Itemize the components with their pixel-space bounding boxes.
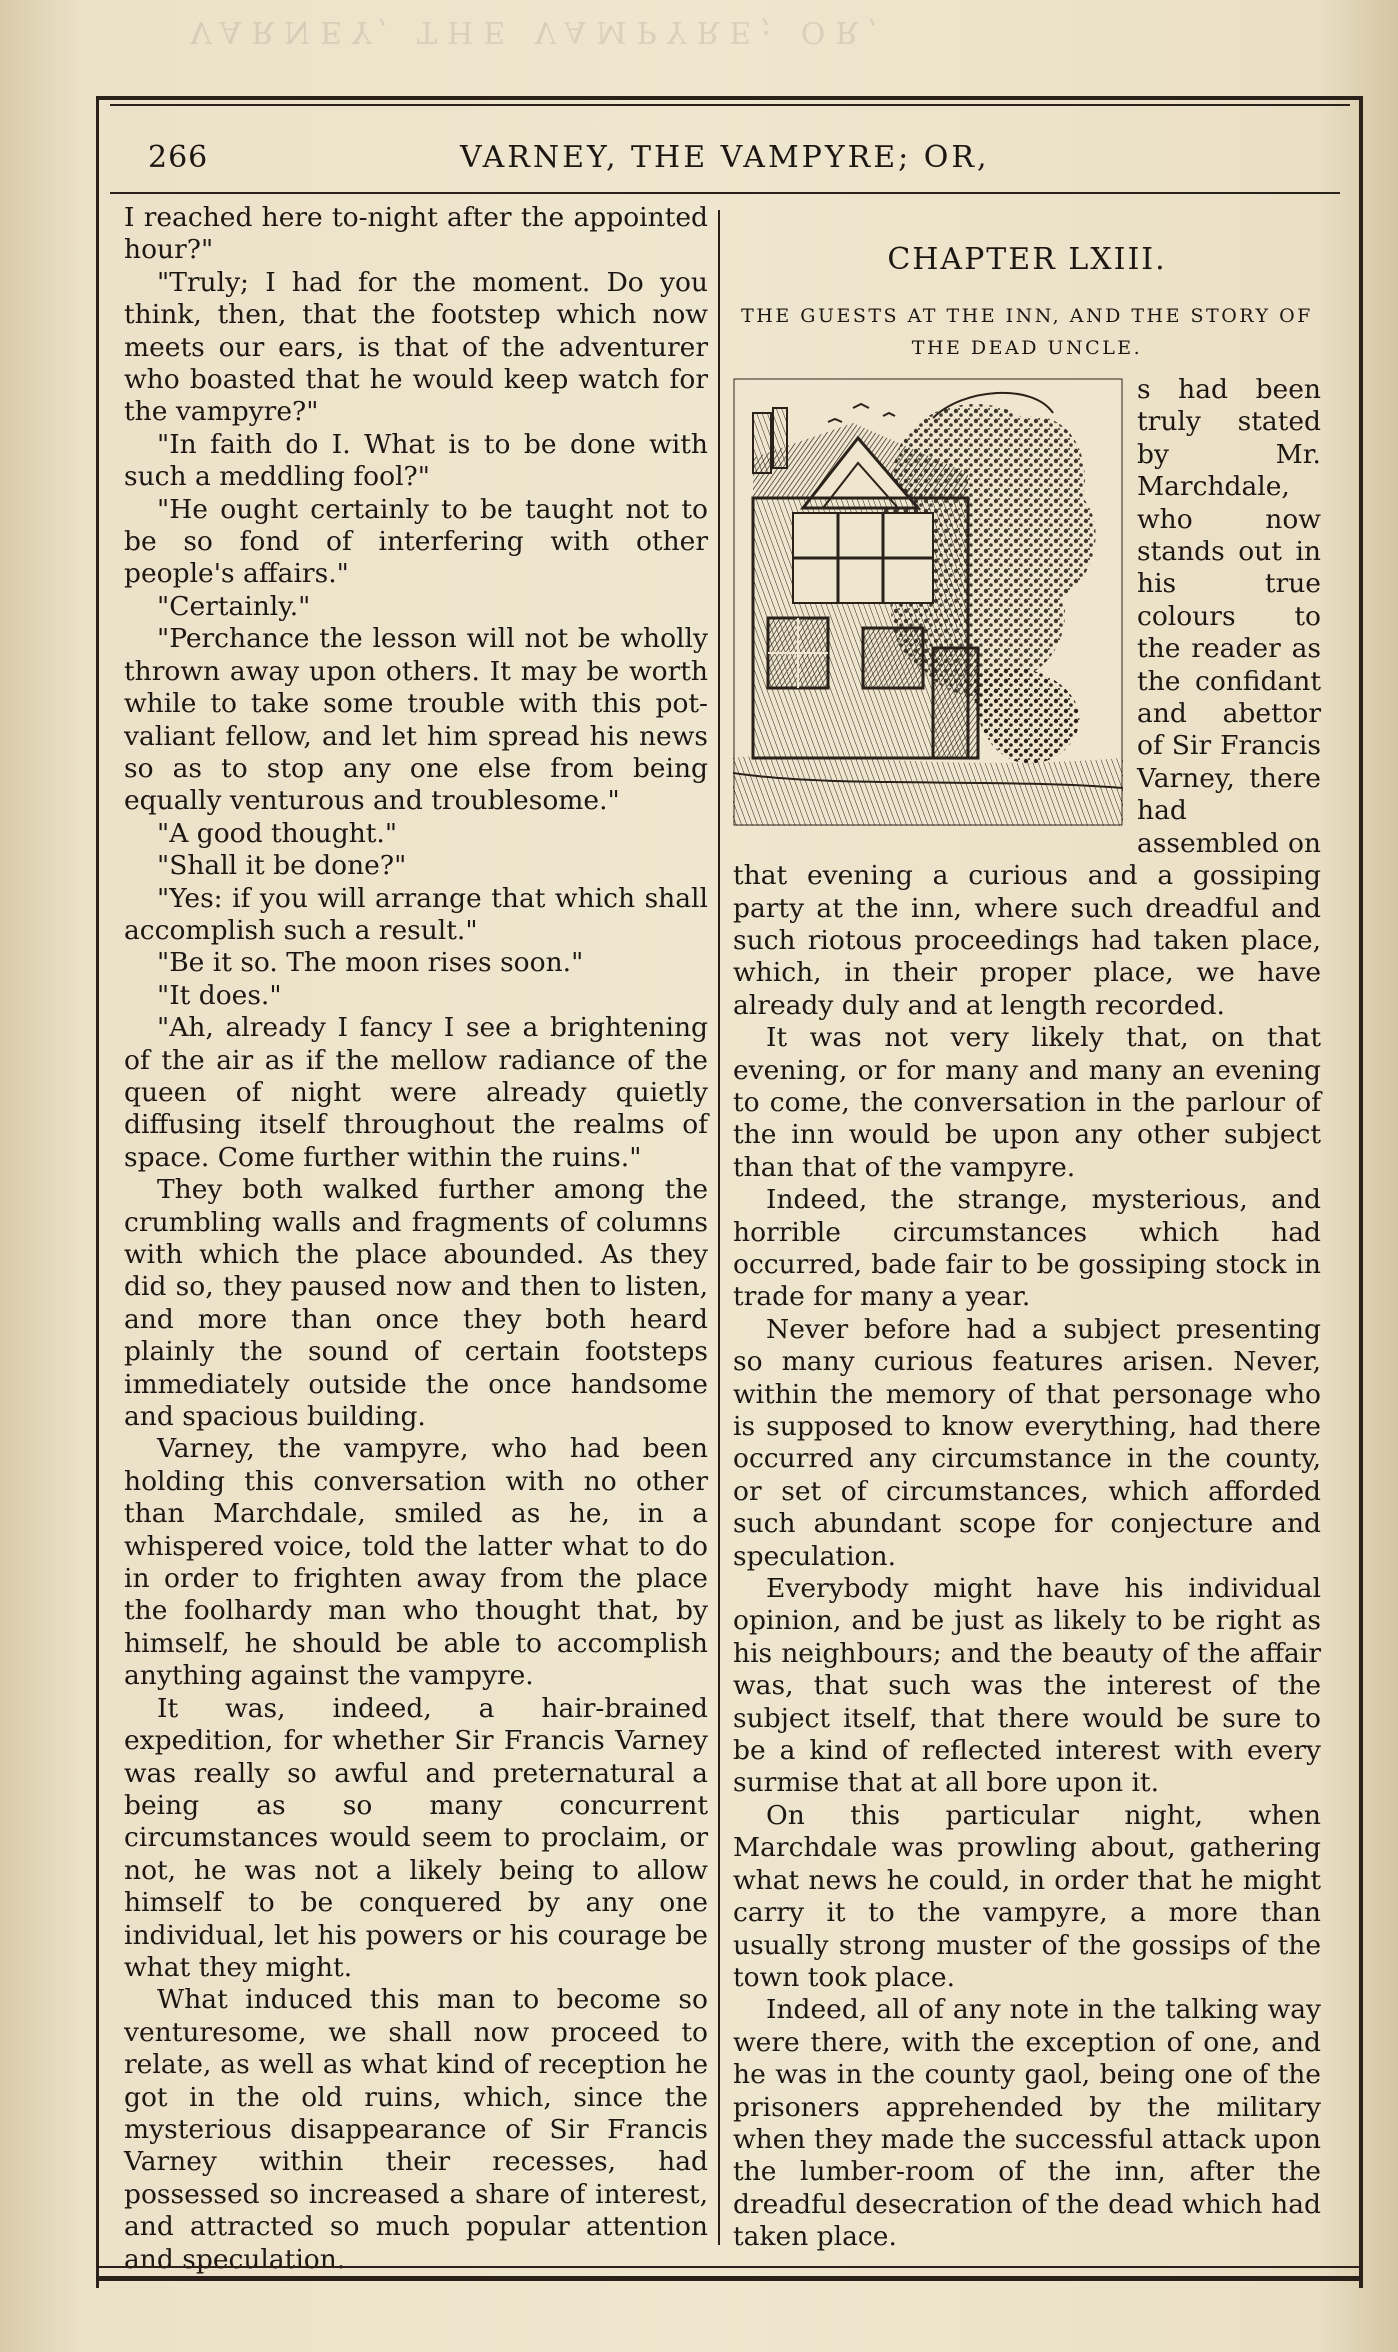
page-number: 266 bbox=[148, 140, 209, 175]
bottom-rule bbox=[96, 2276, 1360, 2281]
paragraph: "Truly; I had for the moment. Do you think, then, that the footstep which now meets our ears, is that of the adventurer who boasted that he would keep watch for the vampyre?" bbox=[124, 266, 708, 428]
paragraph: Everybody might have his individual opinion, and be just as likely to be right as his neighbours; and the beauty of the affair was, that such was the interest of the subject itself, that there would be sure to be a kind of reflected interest with every surmise that at all bore upon it. bbox=[733, 1573, 1321, 1799]
paragraph: "Ah, already I fancy I see a brightening of the air as if the mellow radiance of the queen of night were already quietly diffusing itself throughout the realms of space. Come further within the ruins." bbox=[124, 1012, 708, 1173]
paragraph: "Perchance the lesson will not be wholly thrown away upon others. It may be worth while to take some trouble with this pot-valiant fellow, and let him spread his news so as to stop any one else from being equally venturous and troublesome." bbox=[124, 623, 708, 817]
paragraph: It was not very likely that, on that evening, or for many and many an evening to come, the conversation in the parlour of the inn would be upon any other subject than that of the vampyre. bbox=[733, 1022, 1321, 1183]
chapter-subtitle: THE GUESTS AT THE INN, AND THE STORY OF THE DEAD UNCLE. bbox=[741, 305, 1313, 359]
running-title: VARNEY, THE VAMPYRE; OR, bbox=[460, 140, 990, 175]
paragraph: I reached here to-night after the appointed hour?" bbox=[124, 202, 708, 266]
page-header bbox=[110, 130, 1340, 190]
opening-paragraph: s had been truly stated by Mr. Marchdale, who now stands out in his true colours to the reader as the confidant and abettor of Sir Francis Varney, there had assembled on that evening a curious and a gossiping party at the inn, where such dreadful and such riotous proceedings had taken place, which, in their proper place, we have already duly and at length recorded. bbox=[733, 374, 1321, 1021]
paragraph: On this particular night, when Marchdale was prowling about, gathering what news he could, in order that he might carry it to the vampyre, a more than usually strong muster of the gossips of the town took place. bbox=[733, 1799, 1321, 1993]
bottom-rule-inner bbox=[96, 2266, 1360, 2268]
paragraph: "Certainly." bbox=[157, 590, 311, 622]
left-column bbox=[124, 202, 708, 2276]
paragraph: "A good thought." bbox=[157, 817, 398, 849]
paragraph: Indeed, the strange, mysterious, and horrible circumstances which had occurred, bade fair to be gossiping stock in trade for many a year. bbox=[733, 1184, 1321, 1313]
paragraph: "In faith do I. What is to be done with such a meddling fool?" bbox=[124, 428, 708, 493]
paragraph: "It does." bbox=[157, 979, 282, 1011]
paragraph: "He ought certainly to be taught not to be so fond of interfering with other people's affairs." bbox=[124, 493, 708, 590]
paragraph: They both walked further among the crumbling walls and fragments of columns with which the place abounded. As they did so, they paused now and then to listen, and more than once they both heard plainly the sound of certain footsteps immediately outside the once handsome and spacious building. bbox=[124, 1174, 708, 1433]
top-rule-inner bbox=[110, 104, 1350, 106]
paragraph: Varney, the vampyre, who had been holding this conversation with no other than Marchdale, smiled as he, in a whispered voice, told the latter what to do in order to frighten away from the place the foolhardy man who thought that, by himself, he should be able to accomplish anything against the vampyre. bbox=[124, 1433, 708, 1692]
chapter-title: CHAPTER LXIII. bbox=[887, 242, 1167, 277]
column-divider bbox=[718, 210, 720, 2245]
inn-engraving-illustration bbox=[733, 378, 1123, 826]
paragraph: Indeed, all of any note in the talking way were there, with the exception of one, and he was in the county gaol, being one of the prisoners apprehended by the military when they made the successful attack upon the lumber-room of the inn, after the dreadful desecration of the dead which had taken place. bbox=[733, 1994, 1321, 2253]
paragraph: "Yes: if you will arrange that which shall accomplish such a result." bbox=[124, 882, 708, 946]
paragraph: "Be it so. The moon rises soon." bbox=[157, 947, 584, 979]
show-through-text: VARNEY, THE VAMPYRE; OR, bbox=[190, 14, 888, 49]
paragraph: What induced this man to become so venturesome, we shall now proceed to relate, as well as what kind of reception he got in the old ruins, which, since the mysterious disappearance of Sir Francis Varney within their recesses, had possessed so increased a share of interest, and attracted so much popular attention and speculation. bbox=[124, 1984, 708, 2275]
header-rule bbox=[110, 192, 1340, 194]
engraving-image bbox=[733, 378, 1123, 826]
paragraph: Never before had a subject presenting so many curious features arisen. Never, within the memory of that personage who is supposed to know everything, had there occurred any circumstance in the county, or set of circumstances, which afforded such abundant scope for conjecture and speculation. bbox=[733, 1313, 1321, 1572]
top-rule bbox=[96, 96, 1360, 100]
paragraph: "Shall it be done?" bbox=[157, 850, 407, 882]
right-column bbox=[733, 240, 1321, 2254]
paragraph: It was, indeed, a hair-brained expedition, for whether Sir Francis Varney was really so awful and preternatural a being as so many concurrent circumstances would seem to proclaim, or not, he was not a likely being to allow himself to be conquered by any one individual, let his powers or his courage be what they might. bbox=[124, 1692, 708, 1983]
